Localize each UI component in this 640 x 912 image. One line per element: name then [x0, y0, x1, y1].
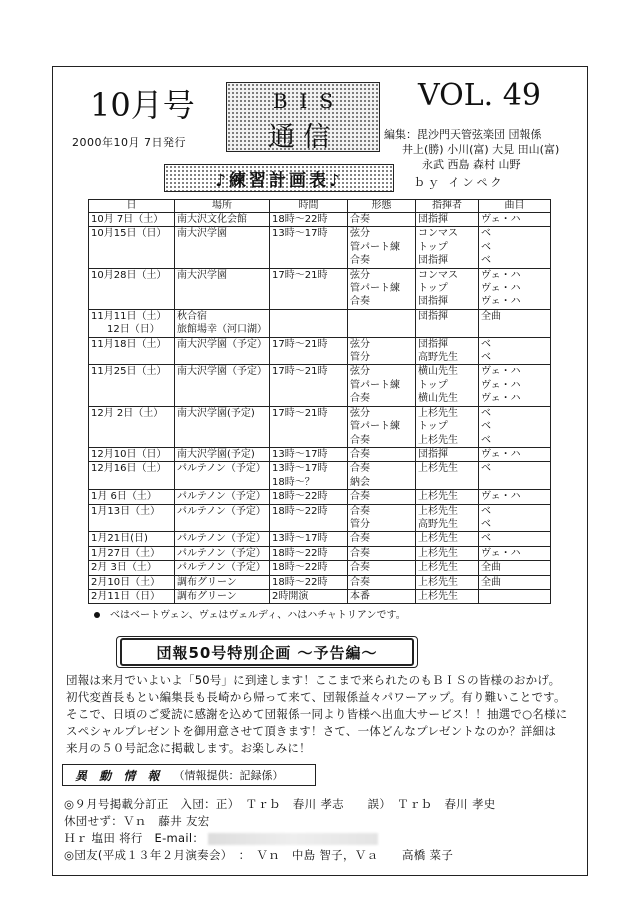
cell-place [175, 406, 270, 447]
time-line: 17時～21時 [272, 269, 328, 281]
form-line: 合奏 [350, 393, 370, 405]
time-line: 17時～21時 [272, 407, 328, 419]
cell-form [348, 227, 416, 268]
conductor-line: 団指揮 [418, 214, 448, 225]
conductor-line: 上杉先生 [418, 533, 458, 545]
personnel-news-source: （情報提供：記録係） [173, 769, 284, 782]
conductor-line: 上杉先生 [418, 576, 458, 588]
place-line: パルテノン（予定） [177, 533, 266, 545]
cell-piece [479, 447, 551, 461]
table-row [89, 227, 551, 268]
table-row [89, 561, 551, 575]
cell-piece [479, 213, 551, 227]
cell-conductor [416, 462, 479, 490]
form-line: 合奏 [350, 296, 370, 308]
special-line-2: 初代変酋長もとい編集長も長崎から帰って来て、団報係益々パワーアップ。有り難いことです。 [66, 690, 566, 704]
schedule-title: ♪練習計画表♪ [164, 164, 394, 192]
place-line: 南大沢学園（予定） [177, 366, 267, 378]
cell-form [348, 447, 416, 461]
place-line: 南大沢学園 [177, 269, 227, 281]
cell-form [348, 268, 416, 309]
cell-date [89, 462, 175, 490]
cell-place [175, 447, 270, 461]
conductor-line: 団指揮 [418, 338, 448, 350]
cell-place [175, 575, 270, 589]
header-piece: 曲目 [479, 200, 551, 213]
cell-form [348, 532, 416, 546]
legend-text: べはベートヴェン、ヴェはヴェルディ、ハはハチャトリアンです。 [110, 610, 406, 621]
place-line: パルテノン（予定） [177, 562, 266, 574]
cell-time [270, 575, 348, 589]
cell-form [348, 406, 416, 447]
cell-piece [479, 561, 551, 575]
conductor-line: 上杉先生 [418, 547, 458, 559]
cell-place [175, 227, 270, 268]
piece-line: ヴェ・ハ [481, 366, 521, 378]
table-row [89, 447, 551, 461]
cell-time [270, 490, 348, 504]
conductor-line: 横山先生 [418, 393, 458, 405]
time-line: 18時～22時 [272, 562, 328, 574]
table-row [89, 213, 551, 227]
piece-line: ヴェ・ハ [481, 214, 521, 225]
personnel-news-title: 異 動 情 報 [75, 768, 164, 783]
cell-place [175, 365, 270, 406]
cell-conductor [416, 589, 479, 603]
form-line: 弦分 [350, 338, 370, 350]
cell-date [89, 227, 175, 268]
cell-date [89, 213, 175, 227]
place-line: 南大沢文化会館 [177, 214, 247, 225]
piece-line: 全曲 [481, 562, 501, 574]
practice-schedule-table [88, 199, 551, 604]
conductor-line: コンマス [418, 269, 458, 281]
time-line [272, 310, 345, 323]
form-line: 弦分 [350, 269, 370, 281]
cell-conductor [416, 337, 479, 365]
conductor-line: トップ [418, 283, 448, 295]
cell-conductor [416, 213, 479, 227]
cell-date [89, 504, 175, 532]
cell-time [270, 268, 348, 309]
cell-form [348, 462, 416, 490]
place-line: 調布グリーン [177, 590, 237, 602]
piece-line: ヴェ・ハ [481, 269, 521, 281]
conductor-line: 高野先生 [418, 352, 458, 364]
cell-date [89, 406, 175, 447]
cell-form [348, 561, 416, 575]
personnel-news-title-box [62, 764, 316, 786]
conductor-line: 上杉先生 [418, 463, 458, 475]
cell-place [175, 490, 270, 504]
date-line: 12日（日） [107, 324, 160, 336]
conductor-line: 団指揮 [418, 310, 448, 322]
cell-piece [479, 406, 551, 447]
table-row [89, 365, 551, 406]
conductor-line: 上杉先生 [418, 562, 458, 574]
cell-date [89, 337, 175, 365]
piece-line: 全曲 [481, 310, 501, 322]
cell-form [348, 490, 416, 504]
cell-time [270, 462, 348, 490]
form-line: 管パート練 [350, 283, 400, 295]
special-line-5: 来月の５０号記念に掲載します。お楽しみに！ [66, 741, 311, 755]
cell-date [89, 365, 175, 406]
time-line: 18時～？ [272, 476, 315, 488]
special-line-1: 団報は来月でいよいよ「50号」に到達します！ここまで来られたのもＢＩＳの皆様のおかげ。 [66, 673, 561, 687]
table-row [89, 546, 551, 560]
cell-conductor [416, 365, 479, 406]
time-line: 18時～22時 [272, 576, 328, 588]
place-line: 旅館場幸（河口湖） [177, 324, 267, 336]
cell-conductor [416, 268, 479, 309]
cell-place [175, 532, 270, 546]
form-line: 合奏 [350, 463, 370, 475]
time-line: 13時～17時 [272, 533, 328, 545]
cell-date [89, 268, 175, 309]
cell-conductor [416, 561, 479, 575]
conductor-line: 団指揮 [418, 255, 448, 267]
cell-time [270, 504, 348, 532]
cell-form [348, 504, 416, 532]
form-line [350, 310, 413, 323]
conductor-line: 高野先生 [418, 518, 458, 530]
piece-line: ベ [481, 533, 491, 545]
piece-line: ヴェ・ハ [481, 393, 521, 405]
cell-place [175, 462, 270, 490]
cell-time [270, 561, 348, 575]
header-conductor: 指揮者 [416, 200, 479, 213]
cell-conductor [416, 406, 479, 447]
cell-form [348, 589, 416, 603]
schedule-byline: ｂｙ インペク [414, 176, 505, 189]
conductor-line: トップ [418, 379, 448, 391]
piece-line: ヴェ・ハ [481, 296, 521, 308]
time-line: 17時～21時 [272, 338, 328, 350]
place-line: 南大沢学園(予定) [177, 448, 255, 460]
form-line: 管分 [350, 518, 370, 530]
publish-date: 2000年10月 7日発行 [72, 136, 186, 149]
header-time: 時間 [270, 200, 348, 213]
conductor-line: 横山先生 [418, 366, 458, 378]
cell-piece [479, 309, 551, 337]
conductor-line: トップ [418, 241, 448, 253]
piece-line: ベ [481, 434, 491, 446]
piece-line: ヴェ・ハ [481, 283, 521, 295]
cell-place [175, 546, 270, 560]
cell-place [175, 337, 270, 365]
date-line: 1月13日（土） [91, 505, 161, 517]
cell-time [270, 365, 348, 406]
table-row [89, 337, 551, 365]
news-line-4: ◎団友(平成１３年２月演奏会） ： Ｖｎ 中島 智子，Ｖａ 高橋 菜子 [64, 848, 454, 862]
date-line: 11月25日（土） [91, 366, 167, 378]
date-line: 2月11日（日） [91, 590, 161, 602]
table-row [89, 462, 551, 490]
cell-piece [479, 546, 551, 560]
cell-piece [479, 268, 551, 309]
place-line: 南大沢学園 [177, 228, 227, 240]
cell-place [175, 309, 270, 337]
cell-form [348, 309, 416, 337]
date-line: 10月 7日（土） [91, 214, 164, 225]
conductor-line: トップ [418, 421, 448, 433]
date-line: 11月11日（土） [91, 310, 167, 322]
piece-line: 全曲 [481, 576, 501, 588]
conductor-line: コンマス [418, 228, 458, 240]
cell-time [270, 213, 348, 227]
form-line: 管パート練 [350, 241, 400, 253]
cell-form [348, 575, 416, 589]
time-line: 18時～22時 [272, 491, 328, 503]
cell-conductor [416, 227, 479, 268]
volume-number: VOL. 49 [418, 78, 541, 113]
form-line: 合奏 [350, 562, 370, 574]
special-line-4: スペシャルプレゼントを御用意させて頂きます！さて、一体どんなプレゼントなのか？詳細は [66, 724, 557, 738]
cell-date [89, 589, 175, 603]
form-line: 弦分 [350, 228, 370, 240]
cell-piece [479, 589, 551, 603]
table-row [89, 532, 551, 546]
form-line: 合奏 [350, 434, 370, 446]
place-line: パルテノン（予定） [177, 547, 266, 559]
cell-date [89, 447, 175, 461]
table-row [89, 268, 551, 309]
date-line: 10月28日（土） [91, 269, 167, 281]
date-line: 1月21日(日) [91, 533, 148, 545]
cell-piece [479, 490, 551, 504]
cell-conductor [416, 575, 479, 589]
cell-conductor [416, 447, 479, 461]
cell-piece [479, 575, 551, 589]
conductor-line: 団指揮 [418, 296, 448, 308]
piece-line: ベ [481, 338, 491, 350]
news-line-1: ◎９月号掲載分訂正 入団：正） Ｔｒｂ 春川 孝志 誤） Ｔｒｂ 春川 孝史 [64, 797, 496, 811]
schedule-legend [94, 606, 406, 621]
date-line: 2月 3日（土） [91, 562, 157, 574]
editors-line-2: 井上(勝) 小川(富) 大見 田山(富) [402, 143, 560, 156]
cell-place [175, 561, 270, 575]
table-row [89, 589, 551, 603]
cell-piece [479, 365, 551, 406]
time-line: 18時～22時 [272, 505, 328, 517]
form-line: 合奏 [350, 255, 370, 267]
cell-form [348, 337, 416, 365]
header-place: 場所 [175, 200, 270, 213]
cell-place [175, 504, 270, 532]
conductor-line: 上杉先生 [418, 505, 458, 517]
time-line: 18時～22時 [272, 214, 328, 225]
cell-conductor [416, 504, 479, 532]
piece-line: ヴェ・ハ [481, 448, 521, 460]
time-line: 13時～17時 [272, 463, 328, 475]
form-line: 合奏 [350, 491, 370, 503]
form-line: 弦分 [350, 366, 370, 378]
piece-line: ベ [481, 407, 491, 419]
place-line: パルテノン（予定） [177, 463, 266, 475]
conductor-line: 上杉先生 [418, 491, 458, 503]
cell-piece [479, 532, 551, 546]
table-row [89, 309, 551, 337]
conductor-line: 団指揮 [418, 448, 448, 460]
cell-place [175, 268, 270, 309]
cell-conductor [416, 546, 479, 560]
date-line: 12月 2日（土） [91, 407, 164, 419]
piece-line: ベ [481, 352, 491, 364]
piece-line: ベ [481, 421, 491, 433]
cell-date [89, 546, 175, 560]
date-line: 1月 6日（土） [91, 491, 157, 503]
cell-form [348, 213, 416, 227]
piece-line: ベ [481, 241, 491, 253]
cell-piece [479, 462, 551, 490]
conductor-line: 上杉先生 [418, 590, 458, 602]
time-line: 2時開演 [272, 590, 309, 602]
place-line: パルテノン（予定） [177, 491, 266, 503]
cell-form [348, 365, 416, 406]
cell-time [270, 546, 348, 560]
cell-piece [479, 337, 551, 365]
piece-line [481, 590, 548, 603]
form-line: 合奏 [350, 576, 370, 588]
form-line: 管パート練 [350, 379, 400, 391]
date-line: 12月10日（日） [91, 448, 167, 460]
form-line: 合奏 [350, 533, 370, 545]
header-date: 日 [89, 200, 175, 213]
cell-date [89, 561, 175, 575]
time-line: 18時～22時 [272, 547, 328, 559]
cell-date [89, 309, 175, 337]
editors-line-3: 永武 西島 森村 山野 [422, 158, 521, 171]
form-line: 合奏 [350, 448, 370, 460]
place-line: 秋合宿 [177, 310, 207, 322]
cell-piece [479, 504, 551, 532]
newsletter-title-box [226, 82, 380, 152]
date-line: 1月27日（土） [91, 547, 161, 559]
cell-date [89, 490, 175, 504]
cell-piece [479, 227, 551, 268]
cell-form [348, 546, 416, 560]
table-row [89, 490, 551, 504]
place-line: 南大沢学園（予定） [177, 338, 267, 350]
piece-line: ヴェ・ハ [481, 379, 521, 391]
news-line-3-wrap [64, 830, 378, 846]
cell-time [270, 227, 348, 268]
date-line: 2月10日（土） [91, 576, 161, 588]
title-line-1: BIS [272, 89, 346, 113]
piece-line: ベ [481, 463, 491, 475]
piece-line: ベ [481, 228, 491, 240]
cell-conductor [416, 309, 479, 337]
header-form: 形態 [348, 200, 416, 213]
special-line-3: そこで、日頃のご愛読に感謝を込めて団報係一同より皆様へ出血大サービス！！抽選で○名様に [66, 707, 568, 721]
table-row [89, 406, 551, 447]
title-line-2: 通信 [268, 122, 338, 153]
cell-conductor [416, 532, 479, 546]
form-line: 納会 [350, 476, 370, 488]
editors-line-1: 編集：毘沙門天管弦楽団 団報係 [384, 128, 542, 141]
piece-line: ヴェ・ハ [481, 491, 521, 503]
bullet-icon [94, 612, 100, 618]
form-line: 弦分 [350, 407, 370, 419]
cell-place [175, 213, 270, 227]
cell-time [270, 406, 348, 447]
cell-time [270, 309, 348, 337]
form-line: 合奏 [350, 505, 370, 517]
redacted-email [208, 833, 378, 845]
cell-time [270, 589, 348, 603]
conductor-line: 上杉先生 [418, 407, 458, 419]
form-line: 管分 [350, 352, 370, 364]
time-line: 13時～17時 [272, 228, 328, 240]
conductor-line: 上杉先生 [418, 434, 458, 446]
piece-line: ヴェ・ハ [481, 547, 521, 559]
date-line: 10月15日（日） [91, 228, 167, 240]
news-line-2: 休団せず：Ｖｎ 藤井 友宏 [64, 814, 210, 828]
place-line: 調布グリーン [177, 576, 237, 588]
form-line: 合奏 [350, 547, 370, 559]
form-line: 管パート練 [350, 421, 400, 433]
form-line: 本番 [350, 590, 370, 602]
piece-line: ベ [481, 255, 491, 267]
cell-time [270, 532, 348, 546]
date-line: 11月18日（土） [91, 338, 167, 350]
piece-line: ベ [481, 505, 491, 517]
cell-place [175, 589, 270, 603]
place-line: 南大沢学園(予定) [177, 407, 255, 419]
issue-label: 10月号 [90, 86, 195, 124]
time-line: 17時～21時 [272, 366, 328, 378]
table-row [89, 504, 551, 532]
form-line: 合奏 [350, 214, 370, 225]
cell-time [270, 447, 348, 461]
place-line: パルテノン（予定） [177, 505, 266, 517]
news-line-3: Ｈｒ 塩田 将行 E-mail： [64, 831, 205, 845]
cell-conductor [416, 490, 479, 504]
cell-date [89, 575, 175, 589]
cell-time [270, 337, 348, 365]
cell-date [89, 532, 175, 546]
date-line: 12月16日（土） [91, 463, 167, 475]
table-header-row [89, 200, 551, 213]
piece-line: ベ [481, 518, 491, 530]
time-line: 13時～17時 [272, 448, 328, 460]
special-feature-title: 団報50号特別企画 ～予告編～ [120, 638, 414, 666]
table-row [89, 575, 551, 589]
